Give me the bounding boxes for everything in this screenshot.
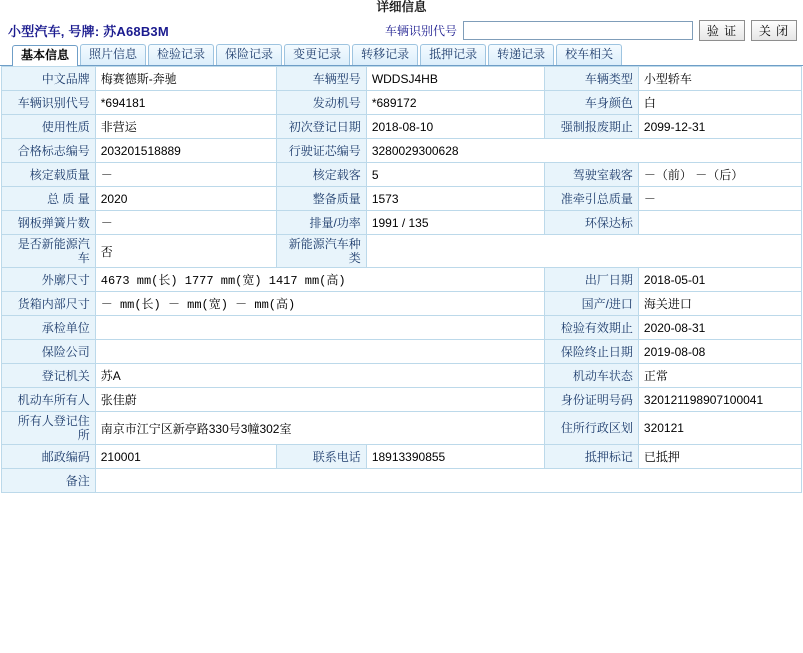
postcode-value: 210001 — [95, 445, 276, 469]
inspect-valid-label: 检验有效期止 — [545, 316, 639, 340]
mortgage-value: 已抵押 — [638, 445, 801, 469]
address-label: 所有人登记住所 — [2, 412, 96, 445]
tab-change-records[interactable]: 变更记录 — [284, 44, 350, 65]
cab-pax-label: 驾驶室载客 — [545, 163, 639, 187]
owner-value: 张佳蔚 — [95, 388, 544, 412]
district-code-label: 住所行政区划 — [545, 412, 639, 445]
factory-date-label: 出厂日期 — [545, 268, 639, 292]
table-row — [2, 115, 802, 139]
new-energy-value: 否 — [95, 235, 276, 268]
model-value: WDDSJ4HB — [366, 67, 544, 91]
emission-label: 环保达标 — [545, 211, 639, 235]
cert-no-label: 合格标志编号 — [2, 139, 96, 163]
owner-label: 机动车所有人 — [2, 388, 96, 412]
table-row — [2, 469, 802, 493]
table-row — [2, 235, 802, 268]
brand-cn-label: 中文品牌 — [2, 67, 96, 91]
inspect-unit-label: 承检单位 — [2, 316, 96, 340]
vin-value: *694181 — [95, 91, 276, 115]
first-reg-date-value: 2018-08-10 — [366, 115, 544, 139]
table-row — [2, 211, 802, 235]
vehicle-detail-table — [1, 66, 802, 493]
tab-transfer-records[interactable]: 转移记录 — [352, 44, 418, 65]
leaf-spring-value: － — [95, 211, 276, 235]
tab-school-bus[interactable]: 校车相关 — [556, 44, 622, 65]
table-row — [2, 364, 802, 388]
model-label: 车辆型号 — [277, 67, 367, 91]
window-title: 详细信息 — [376, 0, 427, 14]
table-row — [2, 139, 802, 163]
vehicle-type-label: 车辆类型 — [545, 67, 639, 91]
gross-mass-label: 总 质 量 — [2, 187, 96, 211]
license-chip-label: 行驶证芯编号 — [277, 139, 367, 163]
cargo-size-label: 货箱内部尺寸 — [2, 292, 96, 316]
mortgage-label: 抵押标记 — [545, 445, 639, 469]
tow-mass-label: 准牵引总质量 — [545, 187, 639, 211]
tab-bar — [0, 44, 803, 66]
scrap-date-value: 2099-12-31 — [638, 115, 801, 139]
tab-delivery-records[interactable]: 转递记录 — [488, 44, 554, 65]
reg-authority-value: 苏A — [95, 364, 544, 388]
vehicle-status-value: 正常 — [638, 364, 801, 388]
tab-insurance-records[interactable]: 保险记录 — [216, 44, 282, 65]
tab-photo-info[interactable]: 照片信息 — [80, 44, 146, 65]
license-chip-value: 3280029300628 — [366, 139, 801, 163]
table-row — [2, 187, 802, 211]
district-code-value: 320121 — [638, 412, 801, 445]
new-energy-type-label: 新能源汽车种类 — [277, 235, 367, 268]
new-energy-label: 是否新能源汽车 — [2, 235, 96, 268]
tab-mortgage-records[interactable]: 抵押记录 — [420, 44, 486, 65]
cargo-size-value: － mm(长) － mm(宽) － mm(高) — [95, 292, 544, 316]
table-row — [2, 340, 802, 364]
inspect-unit-value — [95, 316, 544, 340]
vin-label: 车辆识别代号 — [2, 91, 96, 115]
postcode-label: 邮政编码 — [2, 445, 96, 469]
exterior-size-label: 外廓尺寸 — [2, 268, 96, 292]
origin-label: 国产/进口 — [545, 292, 639, 316]
vin-search-label: 车辆识别代号 — [384, 23, 457, 38]
emission-value — [638, 211, 801, 235]
engine-no-label: 发动机号 — [277, 91, 367, 115]
rated-pax-value: 5 — [366, 163, 544, 187]
table-row — [2, 91, 802, 115]
tab-basic-info[interactable]: 基本信息 — [12, 45, 78, 66]
cert-no-value: 203201518889 — [95, 139, 276, 163]
curb-mass-label: 整备质量 — [277, 187, 367, 211]
rated-load-value: － — [95, 163, 276, 187]
insurance-end-value: 2019-08-08 — [638, 340, 801, 364]
leaf-spring-label: 钢板弹簧片数 — [2, 211, 96, 235]
insurance-company-label: 保险公司 — [2, 340, 96, 364]
body-color-value: 白 — [638, 91, 801, 115]
vehicle-status-label: 机动车状态 — [545, 364, 639, 388]
table-row — [2, 445, 802, 469]
id-no-value: 320121198907100041 — [638, 388, 801, 412]
plate-summary: 小型汽车, 号牌: 苏A68B3M — [8, 23, 169, 39]
rated-pax-label: 核定载客 — [277, 163, 367, 187]
address-value: 南京市江宁区新亭路330号3幢302室 — [95, 412, 544, 445]
table-row — [2, 163, 802, 187]
factory-date-value: 2018-05-01 — [638, 268, 801, 292]
table-row — [2, 412, 802, 445]
phone-label: 联系电话 — [277, 445, 367, 469]
use-nature-value: 非营运 — [95, 115, 276, 139]
insurance-company-value — [95, 340, 544, 364]
table-row — [2, 316, 802, 340]
brand-cn-value: 梅赛德斯-奔驰 — [95, 67, 276, 91]
close-button[interactable]: 关 闭 — [751, 20, 797, 41]
reg-authority-label: 登记机关 — [2, 364, 96, 388]
remark-value — [95, 469, 801, 493]
rated-load-label: 核定载质量 — [2, 163, 96, 187]
first-reg-date-label: 初次登记日期 — [277, 115, 367, 139]
inspect-valid-value: 2020-08-31 — [638, 316, 801, 340]
gross-mass-value: 2020 — [95, 187, 276, 211]
new-energy-type-value — [366, 235, 801, 268]
use-nature-label: 使用性质 — [2, 115, 96, 139]
table-row — [2, 388, 802, 412]
displacement-label: 排量/功率 — [277, 211, 367, 235]
header-bar — [0, 16, 803, 44]
verify-button[interactable]: 验 证 — [699, 20, 745, 41]
displacement-value: 1991 / 135 — [366, 211, 544, 235]
id-no-label: 身份证明号码 — [545, 388, 639, 412]
origin-value: 海关进口 — [638, 292, 801, 316]
scrap-date-label: 强制报废期止 — [545, 115, 639, 139]
remark-label: 备注 — [2, 469, 96, 493]
phone-value: 18913390855 — [366, 445, 544, 469]
body-color-label: 车身颜色 — [545, 91, 639, 115]
insurance-end-label: 保险终止日期 — [545, 340, 639, 364]
engine-no-value: *689172 — [366, 91, 544, 115]
vin-search-input[interactable] — [463, 21, 693, 40]
curb-mass-value: 1573 — [366, 187, 544, 211]
tow-mass-value: － — [638, 187, 801, 211]
tab-inspection-records[interactable]: 检验记录 — [148, 44, 214, 65]
exterior-size-value: 4673 mm(长) 1777 mm(宽) 1417 mm(高) — [95, 268, 544, 292]
table-row — [2, 268, 802, 292]
table-row — [2, 292, 802, 316]
table-row — [2, 67, 802, 91]
vehicle-type-value: 小型轿车 — [638, 67, 801, 91]
cab-pax-value: －（前） －（后） — [638, 163, 801, 187]
